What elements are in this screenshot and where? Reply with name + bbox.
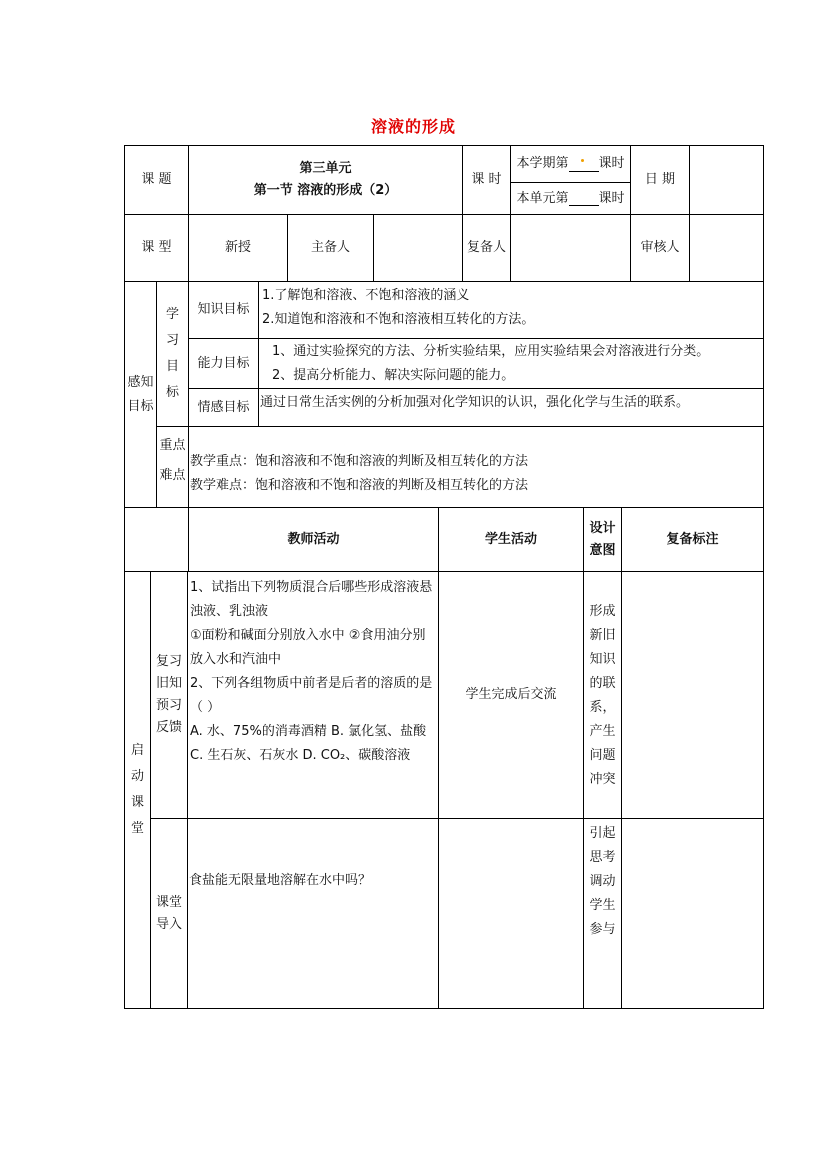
period-unit-prefix: 本单元第 <box>516 190 569 206</box>
document-title: 溶液的形成 <box>370 117 456 136</box>
review-student-text: 学生完成后交流 <box>465 687 557 702</box>
row-line <box>156 426 764 427</box>
ability-goal-label: 能力目标 <box>197 355 250 371</box>
knowledge-goal-label: 知识目标 <box>197 302 250 317</box>
period-semester <box>511 146 630 182</box>
co-prep-value[interactable] <box>511 215 630 281</box>
key-point-label: 重点 <box>159 438 186 453</box>
teacher-activity-header: 教师活动 <box>287 531 340 547</box>
review-teacher-text: 1、试指出下列物质混合后哪些形成溶液悬浊液、乳浊液 ①面粉和碱面分别放入水中 ②食用油分别放入水和汽油中 2、下列各组物质中前者是后者的溶质的是（ ） A. 水、75%的消毒酒精 B. 氯化氢、盐酸 C. 生石灰、石灰水 D. CO₂、碳酸溶液 <box>190 580 433 763</box>
review-notes-header: 复备标注 <box>666 531 719 547</box>
table-border-right <box>763 145 764 1009</box>
intro-teacher-text: 食盐能无限量地溶解在水中吗？ <box>189 873 372 888</box>
row-line <box>188 338 764 339</box>
topic-line-2: 第一节 溶液的形成（2） <box>253 183 398 198</box>
topic-label: 课 题 <box>141 172 172 187</box>
period-label: 课 时 <box>471 172 502 187</box>
period-semester-prefix: 本学期第 <box>516 156 569 171</box>
student-activity-header: 学生活动 <box>484 531 537 547</box>
emotion-goal-label: 情感目标 <box>197 399 250 415</box>
date-label: 日 期 <box>644 172 676 187</box>
perception-goals-label: 感知目标 <box>127 374 154 414</box>
period-semester-blank[interactable] <box>569 157 599 172</box>
intro-notes-cell[interactable] <box>622 819 763 1008</box>
key-difficult-text: 教学重点：饱和溶液和不饱和溶液的判断及相互转化的方法 教学难点：饱和溶液和不饱和溶液的判断及相互转化的方法 <box>190 454 529 493</box>
period-unit <box>511 183 630 214</box>
topic-value <box>189 146 462 214</box>
intro-student-cell[interactable] <box>439 819 583 1008</box>
main-prep-value[interactable] <box>374 215 462 281</box>
ability-goal-text: 1、通过实验探究的方法、分析实验结果，应用实验结果会对溶液进行分类。 2、提高分析能力、解决实际问题的能力。 <box>272 344 710 383</box>
col-line <box>258 281 259 426</box>
period-unit-blank[interactable] <box>569 191 599 206</box>
period-unit-suffix: 课时 <box>598 190 625 206</box>
topic-line-1: 第三单元 <box>299 161 352 176</box>
difficult-point-label: 难点 <box>159 468 186 483</box>
emotion-goal-text: 通过日常生活实例的分析加强对化学知识的认识，强化化学与生活的联系。 <box>260 395 690 410</box>
period-semester-suffix: 课时 <box>598 156 625 171</box>
study-goals-label: 学习目标 <box>165 307 179 400</box>
co-prep-label: 复备人 <box>466 240 506 255</box>
knowledge-goal-text: 1.了解饱和溶液、不饱和溶液的涵义 2.知道饱和溶液和不饱和溶液相互转化的方法。 <box>262 288 535 327</box>
type-value: 新授 <box>224 240 251 255</box>
class-intro-label: 课堂导入 <box>155 894 182 932</box>
design-intent-header: 设计意图 <box>589 520 616 558</box>
col-line <box>187 571 188 1008</box>
key-difficult-label <box>157 427 188 507</box>
reviewer-label: 审核人 <box>640 240 680 255</box>
type-label: 课 型 <box>141 240 172 255</box>
review-notes-cell[interactable] <box>622 572 763 818</box>
row-line <box>188 388 764 389</box>
table-border-bottom <box>124 1008 764 1009</box>
reviewer-value[interactable] <box>690 215 763 281</box>
review-design-text: 形成新旧知识的联系，产生问题冲突 <box>589 604 616 787</box>
intro-design-text: 引起思考调动学生参与 <box>589 826 616 937</box>
date-value[interactable] <box>690 146 763 214</box>
review-preview-label: 复习旧知预习反馈 <box>155 654 182 735</box>
start-class-label: 启动课堂 <box>130 743 144 836</box>
col-line <box>188 426 189 507</box>
dot-mark <box>581 159 584 162</box>
main-prep-label: 主备人 <box>310 240 350 255</box>
